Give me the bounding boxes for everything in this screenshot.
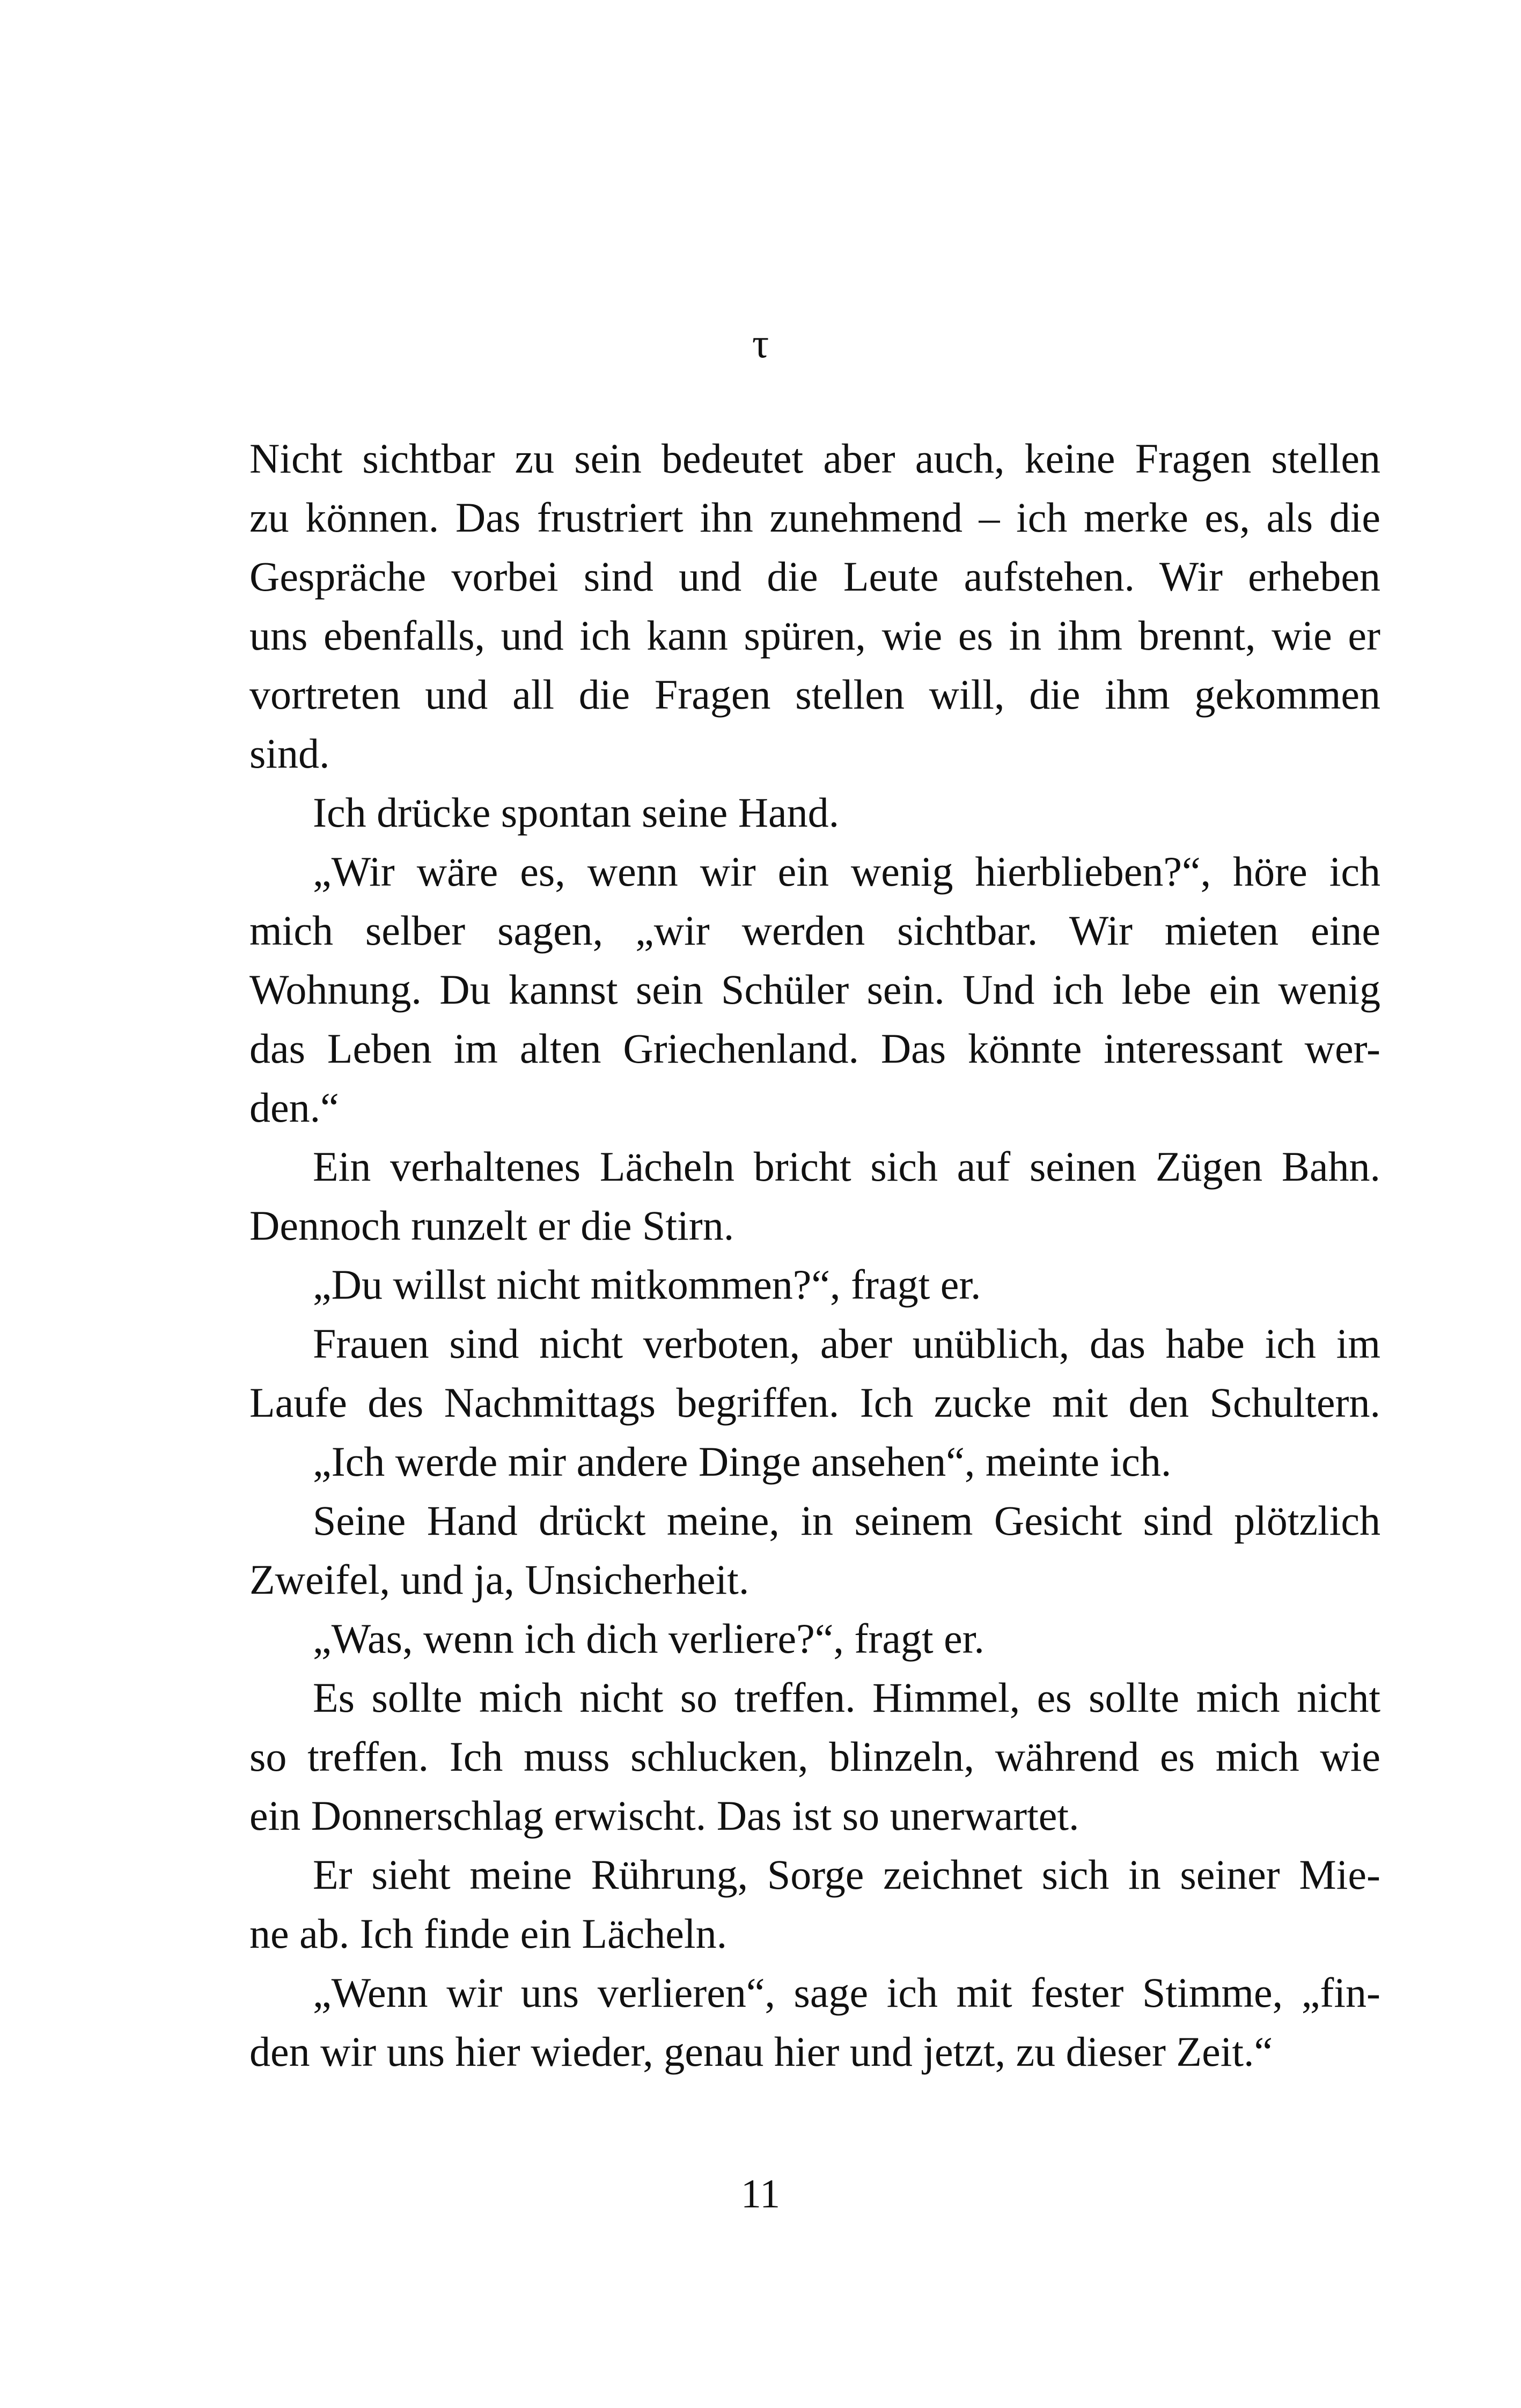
text-line: Laufe des Nachmittags begriffen. Ich zucke mit den Schultern. <box>249 1379 1380 1426</box>
text-line: den wir uns hier wieder, genau hier und jetzt, zu dieser Zeit.“ <box>249 2028 1273 2075</box>
body-text <box>249 429 1380 2081</box>
text-line: Es sollte mich nicht so treffen. Himmel, es sollte mich nicht <box>313 1674 1380 1721</box>
text-line: Er sieht meine Rührung, Sorge zeichnet sich in seiner Mie- <box>313 1851 1380 1898</box>
page-number: 11 <box>740 2171 781 2216</box>
text-line: uns ebenfalls, und ich kann spüren, wie es in ihm brennt, wie er <box>249 612 1380 659</box>
text-line: das Leben im alten Griechenland. Das könnte interessant wer- <box>249 1025 1380 1072</box>
text-line: Seine Hand drückt meine, in seinem Gesicht sind plötzlich <box>313 1497 1380 1544</box>
text-line: Nicht sichtbar zu sein bedeutet aber auch, keine Fragen stellen <box>249 435 1380 482</box>
text-line: sind. <box>249 730 330 777</box>
text-line: „Du willst nicht mitkommen?“, fragt er. <box>313 1261 981 1308</box>
text-line: so treffen. Ich muss schlucken, blinzeln, während es mich wie <box>249 1733 1380 1780</box>
text-line: „Ich werde mir andere Dinge ansehen“, meinte ich. <box>313 1438 1172 1485</box>
text-line: Gespräche vorbei sind und die Leute aufstehen. Wir erheben <box>249 553 1380 600</box>
text-line: mich selber sagen, „wir werden sichtbar. Wir mieten eine <box>249 907 1380 954</box>
text-line: zu können. Das frustriert ihn zunehmend – ich merke es, als die <box>249 494 1380 541</box>
text-line: Wohnung. Du kannst sein Schüler sein. Und ich lebe ein wenig <box>249 966 1380 1013</box>
text-line: ne ab. Ich finde ein Lächeln. <box>249 1910 728 1957</box>
text-line: „Wenn wir uns verlieren“, sage ich mit fester Stimme, „fin- <box>313 1969 1380 2016</box>
text-line: Dennoch runzelt er die Stirn. <box>249 1202 734 1249</box>
text-line: ein Donnerschlag erwischt. Das ist so unerwartet. <box>249 1792 1079 1839</box>
text-line: „Wir wäre es, wenn wir ein wenig hierblieben?“, höre ich <box>313 848 1380 895</box>
text-line: „Was, wenn ich dich verliere?“, fragt er. <box>313 1615 984 1662</box>
text-line: Ein verhaltenes Lächeln bricht sich auf seinen Zügen Bahn. <box>313 1143 1380 1190</box>
section-mark: τ <box>752 320 769 366</box>
text-line: Frauen sind nicht verboten, aber unüblich, das habe ich im <box>313 1320 1380 1367</box>
text-line: Ich drücke spontan seine Hand. <box>313 789 840 836</box>
text-line: vortreten und all die Fragen stellen will, die ihm gekommen <box>249 671 1380 718</box>
text-line: Zweifel, und ja, Unsicherheit. <box>249 1556 750 1603</box>
text-line: den.“ <box>249 1084 339 1131</box>
